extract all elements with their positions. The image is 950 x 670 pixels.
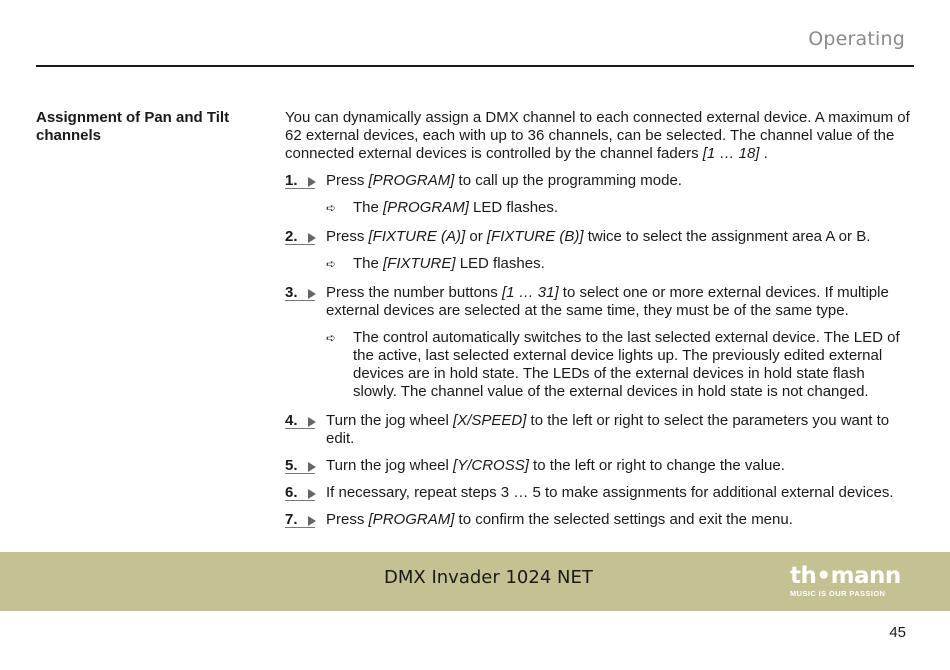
logo-tagline: MUSIC IS OUR PASSION (790, 589, 886, 598)
intro-paragraph (285, 109, 910, 163)
result-key: [PROGRAM] (383, 199, 469, 216)
result-text: LED flashes. (455, 255, 545, 272)
step-key: [1 … 31] (501, 284, 559, 301)
side-heading: Assignment of Pan and Tilt channels (36, 109, 230, 144)
step-2 (285, 228, 910, 246)
intro-italic: [1 … 18] (702, 145, 760, 162)
step-key: [FIXTURE (A)] (368, 228, 466, 245)
step-2-result (285, 255, 910, 273)
step-text: Turn the jog wheel (326, 457, 454, 474)
step-arrow-icon (308, 289, 316, 299)
step-number: 6. (285, 484, 319, 502)
step-4 (285, 412, 910, 448)
step-3-result (285, 329, 910, 401)
step-text: to the left or right to change the value. (528, 457, 785, 474)
result-arrow-icon: ➪ (326, 201, 337, 215)
header-rule (36, 65, 914, 67)
intro-tail: . (759, 145, 768, 162)
result-text: LED flashes. (468, 199, 559, 216)
step-number: 2. (285, 228, 319, 246)
step-text: to confirm the selected settings and exit the menu. (454, 511, 793, 528)
step-key: [FIXTURE (B)] (486, 228, 584, 245)
section-header: Operating (808, 28, 905, 50)
step-text: Turn the jog wheel (326, 412, 454, 429)
step-number: 4. (285, 412, 319, 430)
result-arrow-icon: ➪ (326, 331, 337, 345)
thomann-logo (790, 565, 908, 598)
step-arrow-icon (308, 177, 316, 187)
result-arrow-icon: ➪ (326, 257, 337, 271)
step-key: [X/SPEED] (453, 412, 527, 429)
product-name: DMX Invader 1024 NET (384, 567, 593, 588)
step-arrow-icon (308, 417, 316, 427)
step-number: 7. (285, 511, 319, 529)
result-text: The (353, 199, 384, 216)
step-arrow-icon (308, 489, 316, 499)
step-text: or (465, 228, 487, 245)
step-number: 3. (285, 284, 319, 302)
step-text: Press (326, 228, 369, 245)
step-text: If necessary, repeat steps 3 … 5 to make assignments for additional external devices. (326, 484, 894, 501)
main-content (285, 109, 910, 538)
step-key: [PROGRAM] (368, 511, 455, 528)
logo-wordmark: th•mann (790, 563, 901, 589)
intro-text: You can dynamically assign a DMX channel to each connected external device. A maximum of 62 external devices, each with up to 36 channels, can be selected. The channel value of the connected external devices is controlled by the channel faders (285, 109, 910, 162)
step-text: to call up the programming mode. (454, 172, 682, 189)
step-key: [PROGRAM] (368, 172, 455, 189)
step-text: Press (326, 511, 369, 528)
step-arrow-icon (308, 516, 316, 526)
step-key: [Y/CROSS] (453, 457, 529, 474)
step-5 (285, 457, 910, 475)
step-number: 1. (285, 172, 319, 190)
page-number: 45 (889, 624, 906, 641)
result-text: The (353, 255, 384, 272)
step-text: Press the number buttons (326, 284, 502, 301)
step-7 (285, 511, 910, 529)
step-text: twice to select the assignment area A or B. (583, 228, 871, 245)
result-text: The control automatically switches to the last selected external device. The LED of the active, last selected external device lights up. The previously edited external devices are in hold state. The LEDs of the external devices in hold state flash slowly. The channel value of the external devices in hold state is not changed. (353, 329, 900, 400)
step-3 (285, 284, 910, 320)
step-arrow-icon (308, 233, 316, 243)
step-text: to select one or more external devices. If multiple external devices are selected at the same time, they must be of the same type. (326, 284, 889, 319)
result-key: [FIXTURE] (383, 255, 456, 272)
step-arrow-icon (308, 462, 316, 472)
step-1-result (285, 199, 910, 217)
step-6 (285, 484, 910, 502)
step-text: to the left or right to select the parameters you want to edit. (326, 412, 890, 447)
step-1 (285, 172, 910, 190)
step-number: 5. (285, 457, 319, 475)
step-text: Press (326, 172, 369, 189)
